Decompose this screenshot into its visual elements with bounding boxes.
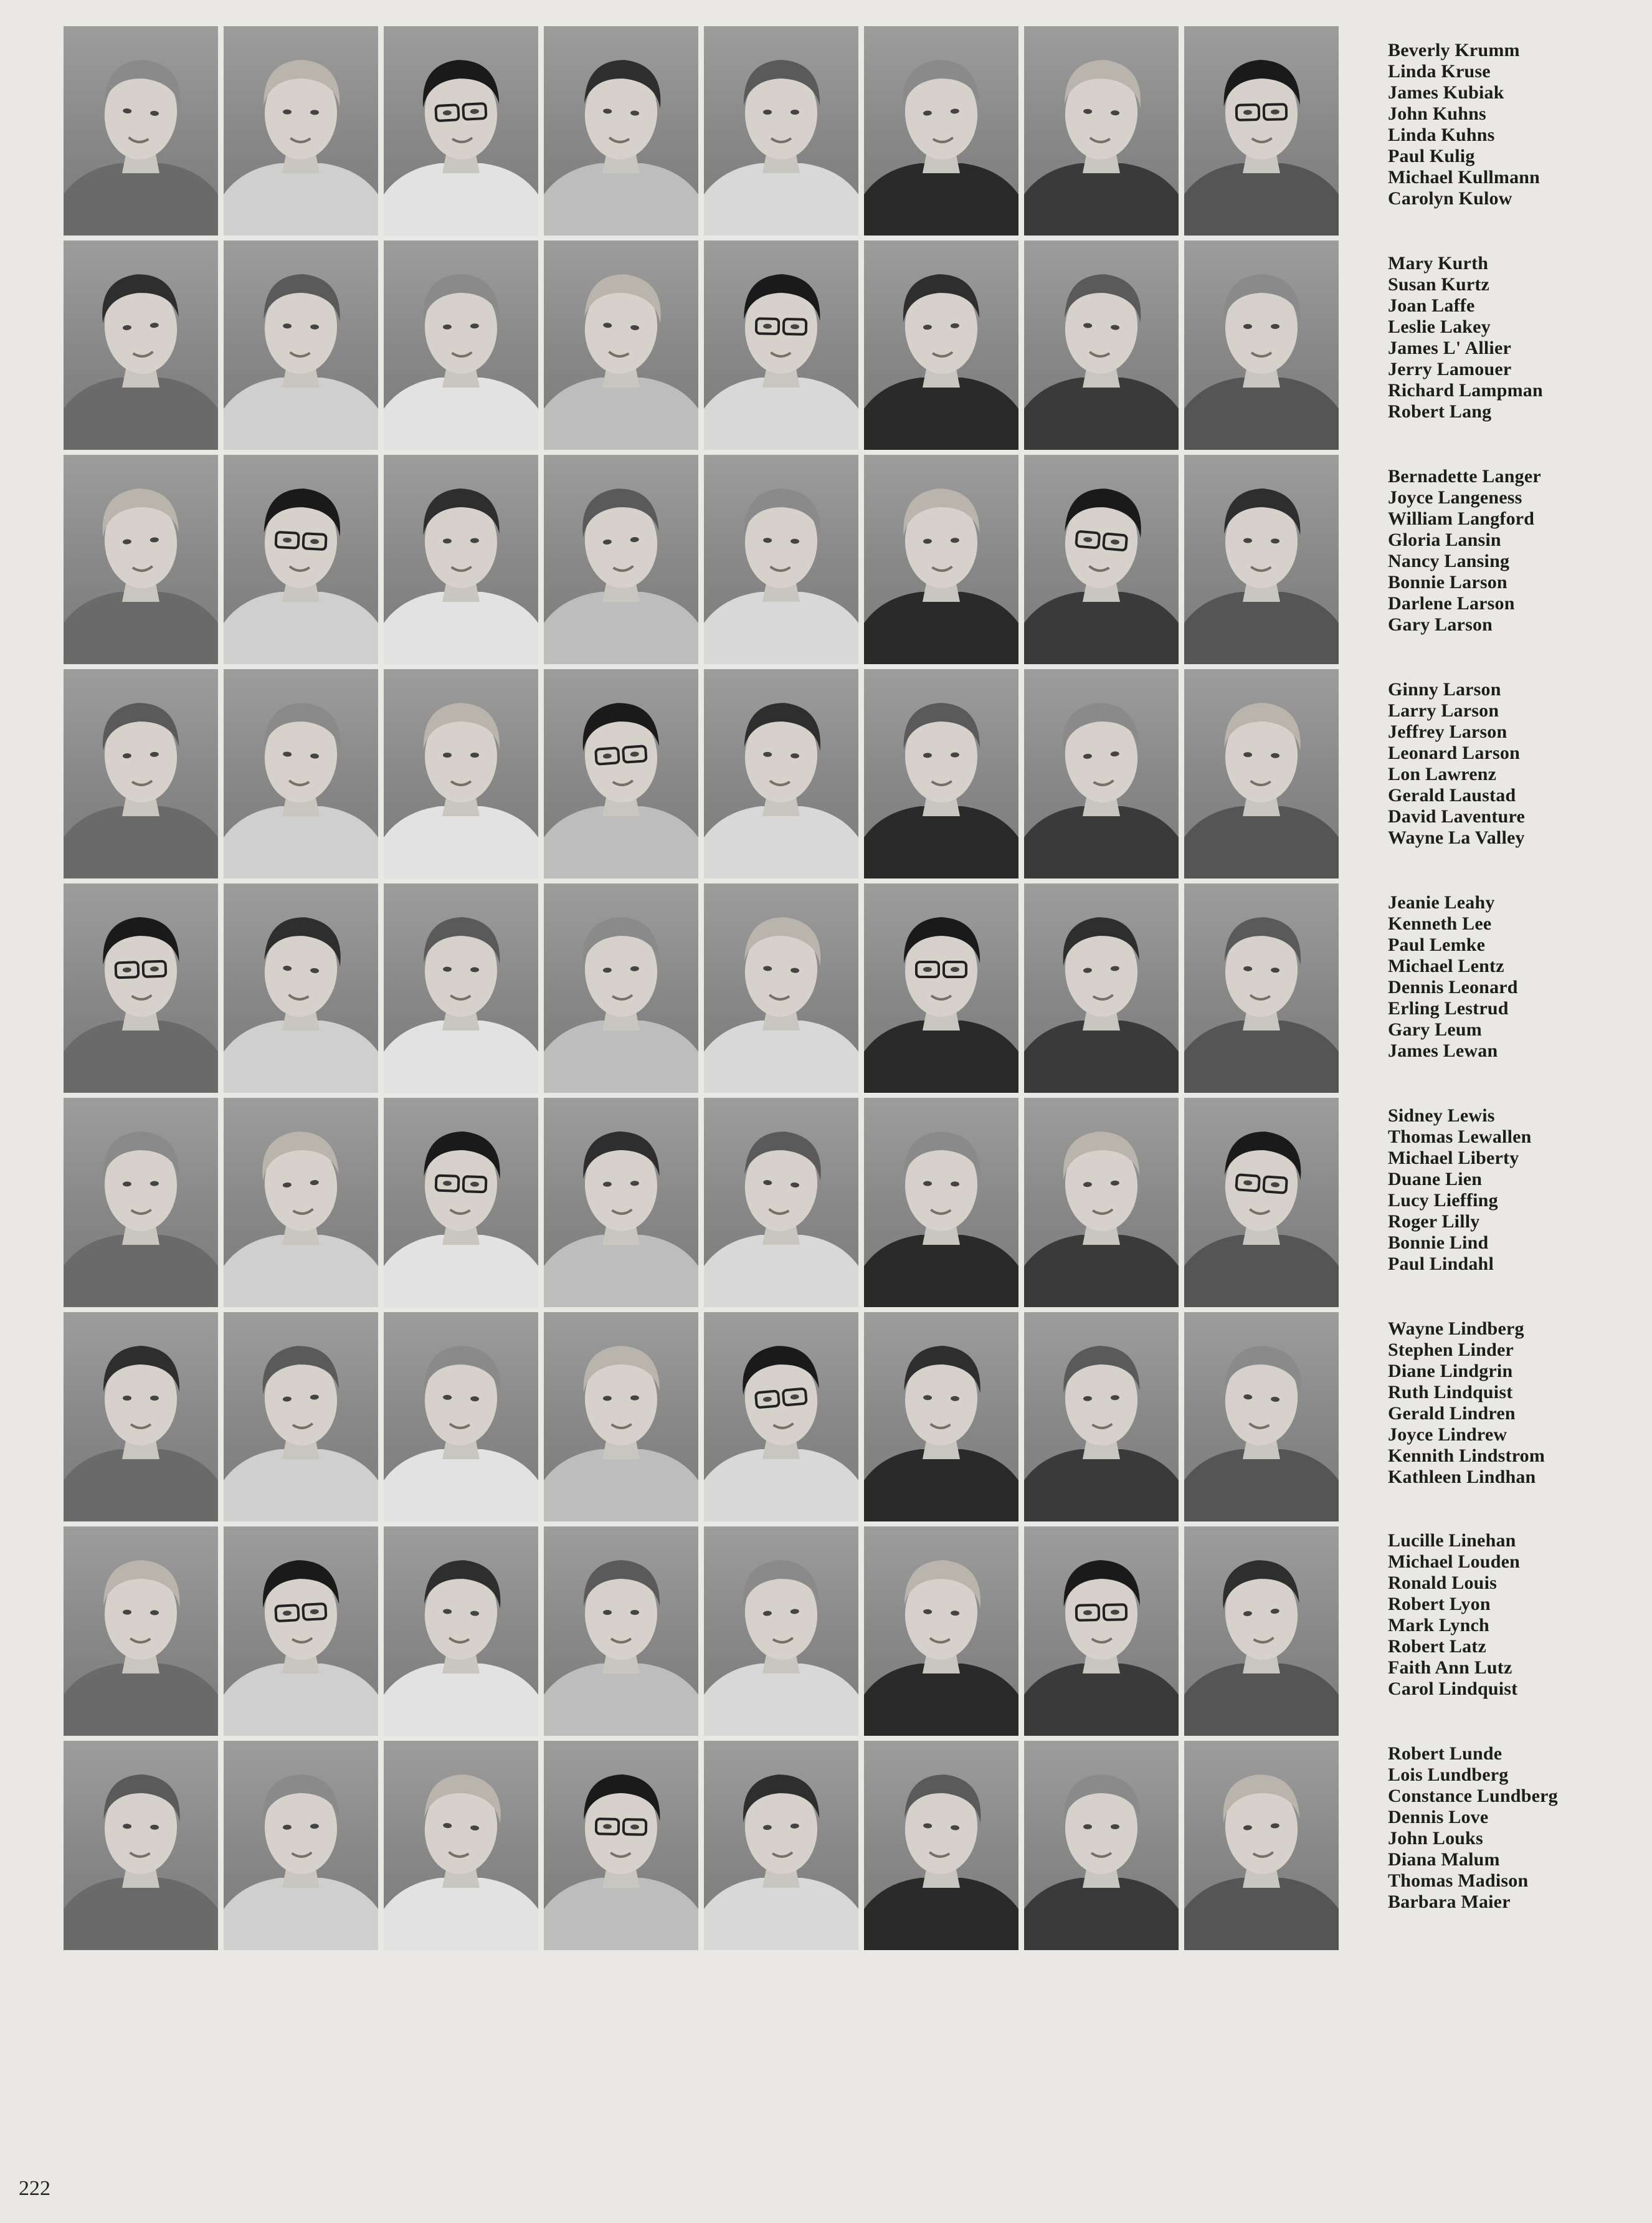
student-name: Robert Latz — [1388, 1636, 1486, 1657]
student-name: Robert Lunde — [1388, 1743, 1502, 1764]
student-name: Lon Lawrenz — [1388, 764, 1497, 784]
student-name: Bonnie Lind — [1388, 1232, 1489, 1253]
student-portrait — [864, 883, 1018, 1093]
student-portrait — [224, 240, 378, 450]
student-name: Paul Kulig — [1388, 146, 1475, 166]
row-name-list — [1388, 1743, 1637, 1913]
student-name: Faith Ann Lutz — [1388, 1657, 1512, 1678]
student-portrait — [544, 1526, 698, 1736]
student-portrait — [1024, 883, 1179, 1093]
student-portrait — [64, 669, 218, 878]
student-name: Lois Lundberg — [1388, 1764, 1509, 1785]
student-portrait — [704, 883, 858, 1093]
student-name: Linda Kruse — [1388, 61, 1491, 82]
student-portrait — [1024, 1526, 1179, 1736]
student-portrait — [384, 1098, 538, 1307]
student-name: Robert Lyon — [1388, 1594, 1491, 1614]
student-name: Jeffrey Larson — [1388, 721, 1507, 742]
student-name: Gerald Lindren — [1388, 1403, 1516, 1424]
student-name: Joyce Lindrew — [1388, 1424, 1507, 1445]
student-name: Wayne La Valley — [1388, 827, 1525, 848]
student-portrait — [864, 240, 1018, 450]
student-portrait — [224, 1098, 378, 1307]
student-portrait — [224, 669, 378, 878]
student-portrait — [1024, 240, 1179, 450]
student-name: Roger Lilly — [1388, 1211, 1480, 1232]
student-name: Richard Lampman — [1388, 380, 1543, 401]
student-portrait — [1184, 26, 1339, 236]
student-name: Gary Leum — [1388, 1019, 1482, 1040]
student-portrait — [1184, 1098, 1339, 1307]
student-name: Carol Lindquist — [1388, 1678, 1518, 1699]
student-portrait — [704, 1312, 858, 1521]
student-name: John Louks — [1388, 1828, 1483, 1849]
student-portrait — [224, 455, 378, 664]
student-name: Bernadette Langer — [1388, 466, 1541, 487]
student-name: Ruth Lindquist — [1388, 1382, 1513, 1402]
student-portrait — [864, 669, 1018, 878]
student-portrait — [64, 26, 218, 236]
student-name: Carolyn Kulow — [1388, 188, 1512, 209]
student-name: Sidney Lewis — [1388, 1105, 1495, 1126]
student-portrait — [1184, 883, 1339, 1093]
student-portrait — [704, 1741, 858, 1950]
student-portrait — [704, 455, 858, 664]
student-portrait — [1184, 1312, 1339, 1521]
student-portrait — [224, 1526, 378, 1736]
student-name: Constance Lundberg — [1388, 1786, 1558, 1806]
student-name: Kathleen Lindhan — [1388, 1467, 1536, 1487]
student-name: Beverly Krumm — [1388, 40, 1520, 60]
student-portrait — [384, 1526, 538, 1736]
student-portrait — [544, 26, 698, 236]
student-name: Leonard Larson — [1388, 743, 1520, 763]
student-name: Leslie Lakey — [1388, 317, 1491, 337]
row-name-list — [1388, 466, 1637, 635]
student-name: Paul Lindahl — [1388, 1254, 1494, 1274]
student-name: Kenneth Lee — [1388, 913, 1492, 934]
student-portrait — [1184, 455, 1339, 664]
student-portrait — [544, 1098, 698, 1307]
row-name-list — [1388, 40, 1637, 209]
student-name: Mark Lynch — [1388, 1615, 1489, 1635]
student-portrait — [64, 1526, 218, 1736]
student-name: Stephen Linder — [1388, 1340, 1514, 1360]
student-portrait — [704, 26, 858, 236]
student-portrait — [1024, 1741, 1179, 1950]
student-portrait — [64, 1741, 218, 1950]
student-portrait — [384, 883, 538, 1093]
student-portrait — [224, 1741, 378, 1950]
student-name: Ginny Larson — [1388, 679, 1501, 700]
student-portrait — [64, 883, 218, 1093]
student-portrait — [1024, 669, 1179, 878]
student-name: Michael Liberty — [1388, 1148, 1519, 1168]
student-portrait — [1184, 1741, 1339, 1950]
student-name: Darlene Larson — [1388, 593, 1515, 614]
student-portrait — [1024, 1312, 1179, 1521]
student-portrait — [224, 1312, 378, 1521]
student-portrait — [384, 669, 538, 878]
student-name: Wayne Lindberg — [1388, 1318, 1524, 1339]
student-portrait — [704, 240, 858, 450]
student-name: Barbara Maier — [1388, 1892, 1511, 1912]
student-name: Michael Louden — [1388, 1551, 1520, 1572]
student-name: James Kubiak — [1388, 82, 1504, 103]
student-name: Robert Lang — [1388, 401, 1492, 422]
student-portrait — [1024, 1098, 1179, 1307]
row-name-list — [1388, 892, 1637, 1062]
student-name: Duane Lien — [1388, 1169, 1483, 1189]
student-name: Ronald Louis — [1388, 1573, 1497, 1593]
student-portrait — [864, 1312, 1018, 1521]
student-name: Dennis Leonard — [1388, 977, 1518, 997]
student-portrait — [384, 1312, 538, 1521]
student-portrait — [544, 455, 698, 664]
student-name: Gary Larson — [1388, 614, 1493, 635]
student-name: Kennith Lindstrom — [1388, 1445, 1545, 1466]
student-name: Paul Lemke — [1388, 935, 1486, 955]
student-portrait — [384, 26, 538, 236]
student-portrait — [864, 455, 1018, 664]
student-portrait — [384, 240, 538, 450]
student-portrait — [544, 1312, 698, 1521]
row-name-list — [1388, 253, 1637, 422]
student-name: Jeanie Leahy — [1388, 892, 1495, 913]
student-portrait — [1184, 1526, 1339, 1736]
student-portrait — [384, 455, 538, 664]
student-name: David Laventure — [1388, 806, 1525, 827]
student-portrait — [544, 1741, 698, 1950]
student-name: Gerald Laustad — [1388, 785, 1516, 806]
student-portrait — [544, 883, 698, 1093]
student-portrait — [864, 1741, 1018, 1950]
student-name: Joan Laffe — [1388, 295, 1475, 316]
student-name: Larry Larson — [1388, 700, 1499, 721]
student-name: Michael Kullmann — [1388, 167, 1540, 188]
student-name: Thomas Madison — [1388, 1870, 1529, 1891]
student-name: Diana Malum — [1388, 1849, 1500, 1870]
student-portrait — [704, 1098, 858, 1307]
row-name-list — [1388, 1530, 1637, 1700]
row-name-list — [1388, 1105, 1637, 1275]
student-portrait — [224, 26, 378, 236]
student-name: Lucy Lieffing — [1388, 1190, 1498, 1211]
student-portrait — [1184, 240, 1339, 450]
student-name: Susan Kurtz — [1388, 274, 1490, 295]
student-name: Lucille Linehan — [1388, 1530, 1516, 1551]
student-name: Gloria Lansin — [1388, 530, 1501, 550]
student-portrait — [544, 240, 698, 450]
student-portrait — [1024, 26, 1179, 236]
student-name: John Kuhns — [1388, 103, 1486, 124]
student-portrait — [1184, 669, 1339, 878]
student-portrait — [224, 883, 378, 1093]
student-name: James Lewan — [1388, 1040, 1498, 1061]
row-name-list — [1388, 1318, 1637, 1488]
student-portrait — [384, 1741, 538, 1950]
student-name: Dennis Love — [1388, 1807, 1489, 1827]
student-portrait — [64, 1312, 218, 1521]
student-portrait — [704, 669, 858, 878]
student-portrait — [544, 669, 698, 878]
student-name: William Langford — [1388, 508, 1535, 529]
student-name: Diane Lindgrin — [1388, 1361, 1513, 1381]
student-portrait — [704, 1526, 858, 1736]
student-name: Thomas Lewallen — [1388, 1126, 1532, 1147]
student-name: Linda Kuhns — [1388, 125, 1495, 145]
page-number: 222 — [19, 2177, 50, 2200]
student-name: James L' Allier — [1388, 338, 1511, 358]
student-portrait — [864, 26, 1018, 236]
student-portrait — [864, 1526, 1018, 1736]
student-portrait — [64, 1098, 218, 1307]
portrait-grid — [64, 26, 1347, 1941]
student-portrait — [64, 240, 218, 450]
student-name: Jerry Lamouer — [1388, 359, 1512, 379]
student-name: Mary Kurth — [1388, 253, 1489, 274]
student-name: Bonnie Larson — [1388, 572, 1507, 593]
student-name: Erling Lestrud — [1388, 998, 1509, 1019]
student-portrait — [1024, 455, 1179, 664]
student-name: Nancy Lansing — [1388, 551, 1510, 571]
student-portrait — [864, 1098, 1018, 1307]
student-name: Joyce Langeness — [1388, 487, 1522, 508]
student-portrait — [64, 455, 218, 664]
row-name-list — [1388, 679, 1637, 849]
student-name: Michael Lentz — [1388, 956, 1504, 976]
